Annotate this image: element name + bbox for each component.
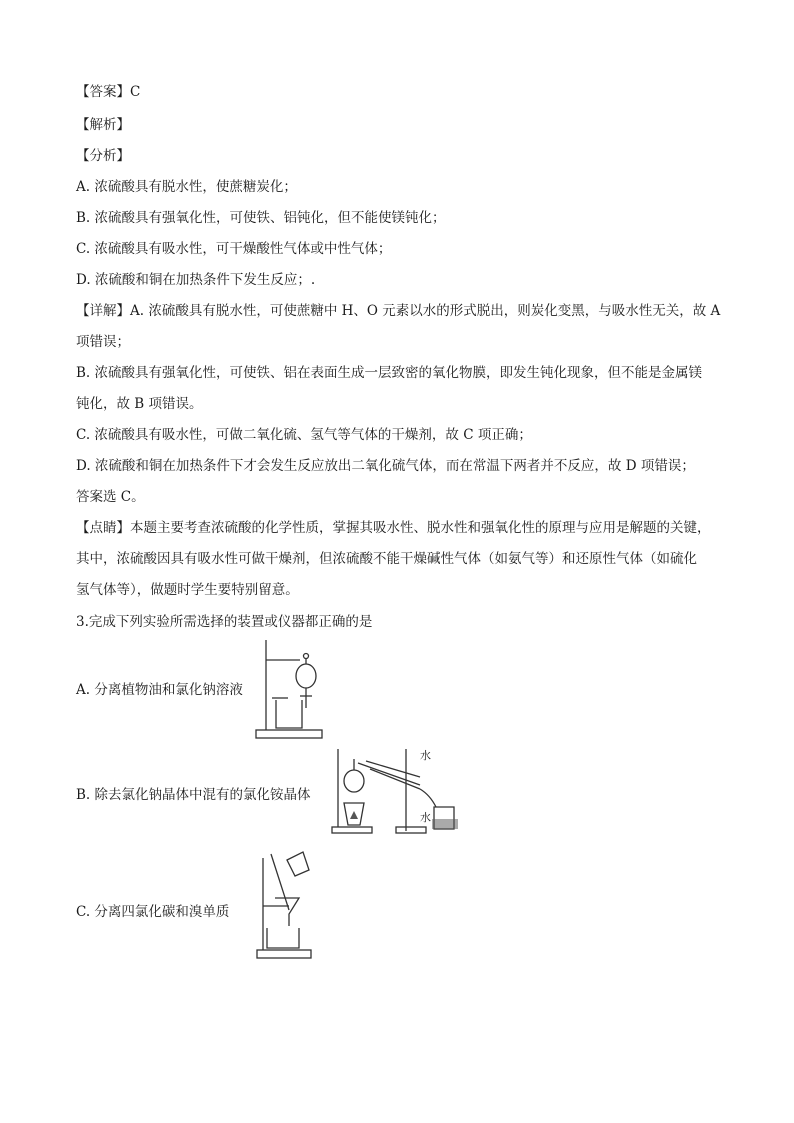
answer-value: C (130, 84, 141, 100)
separatory-funnel-figure (254, 636, 326, 740)
option-b-text: B. 除去氯化钠晶体中混有的氯化铵晶体 (76, 787, 311, 803)
analysis-point-a: A. 浓硫酸具有脱水性，使蔗糖炭化； (76, 179, 297, 195)
option-a-text: A. 分离植物油和氯化钠溶液 (76, 682, 243, 698)
analysis-point-d: D. 浓硫酸和铜在加热条件下发生反应；. (76, 272, 316, 288)
water-in-label: 水 (420, 811, 431, 824)
detail-a-line1: 【详解】A. 浓硫酸具有脱水性，可使蔗糖中 H、O 元素以水的形式脱出，则炭化变黑，与吸水性无关，故 A (76, 303, 721, 319)
tip-label: 【点睛】 (76, 520, 130, 536)
option-c-text: C. 分离四氯化碳和溴单质 (76, 904, 230, 920)
filtration-apparatus-figure (255, 848, 315, 960)
detail-label: 【详解】 (76, 303, 130, 319)
tip-line3: 氢气体等），做题时学生要特别留意。 (76, 582, 299, 598)
analysis-heading: 【解析】 (76, 117, 130, 133)
detail-a-line2: 项错误； (76, 334, 130, 350)
tip-line1: 【点睛】本题主要考查浓硫酸的化学性质，掌握其吸水性、脱水性和强氧化性的原理与应用是解题的关键， (76, 520, 711, 536)
distillation-apparatus-figure (330, 745, 465, 835)
question3-stem: 3.完成下列实验所需选择的装置或仪器都正确的是 (76, 614, 373, 630)
analysis-point-c: C. 浓硫酸具有吸水性，可干燥酸性气体或中性气体； (76, 241, 392, 257)
detail-d-line: D. 浓硫酸和铜在加热条件下才会发生反应放出二氧化硫气体，而在常温下两者并不反应，故 D 项错误； (76, 458, 695, 474)
water-out-label: 水 (420, 749, 431, 762)
analysis-subheading: 【分析】 (76, 148, 130, 164)
answer-line: 【答案】C (76, 84, 141, 100)
tip-line2: 其中，浓硫酸因具有吸水性可做干燥剂，但浓硫酸不能干燥碱性气体（如氨气等）和还原性气体（如硫化 (76, 551, 697, 567)
detail-b-line1: B. 浓硫酸具有强氧化性，可使铁、铝在表面生成一层致密的氧化物膜，即发生钝化现象，但不能是金属镁 (76, 365, 703, 381)
detail-b-line2: 钝化，故 B 项错误。 (76, 396, 203, 412)
analysis-point-b: B. 浓硫酸具有强氧化性，可使铁、铝钝化，但不能使镁钝化； (76, 210, 446, 226)
detail-conclusion: 答案选 C。 (76, 489, 145, 505)
detail-c-line: C. 浓硫酸具有吸水性，可做二氧化硫、氢气等气体的干燥剂，故 C 项正确； (76, 427, 532, 443)
